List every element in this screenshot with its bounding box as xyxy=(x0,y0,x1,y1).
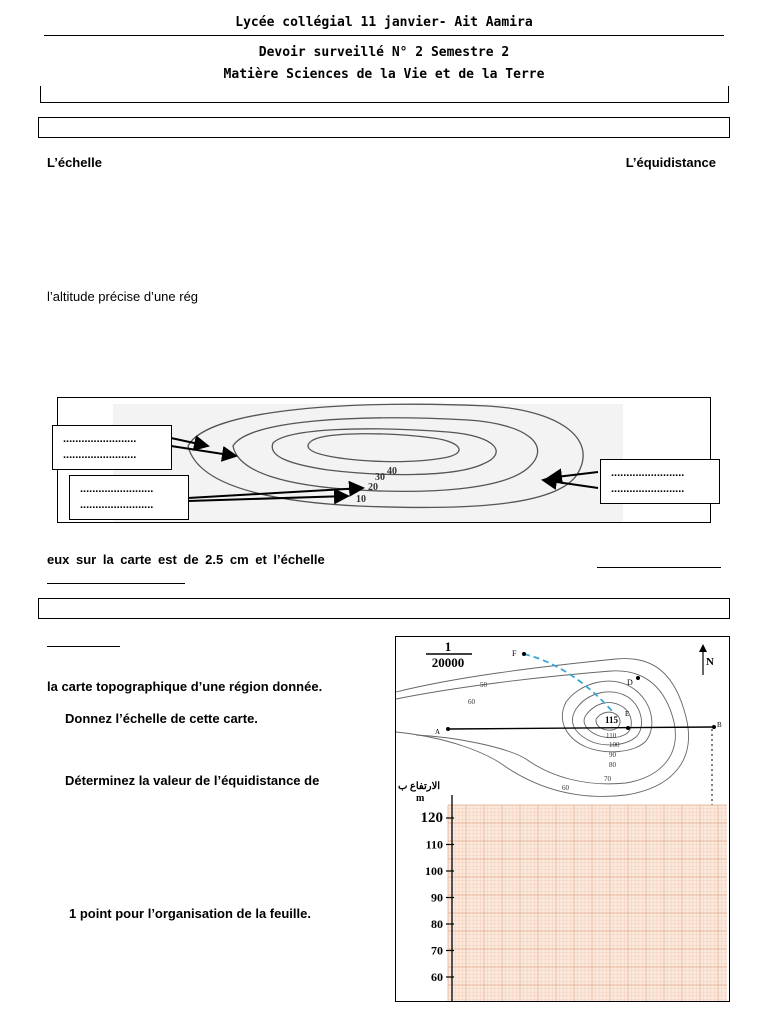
profile-unit: m xyxy=(416,793,425,804)
profile-tick-label: 60 xyxy=(431,970,443,984)
blank-label: ........................ xyxy=(611,483,685,495)
scale-term: L’échelle xyxy=(47,155,102,170)
profile-tick-label: 80 xyxy=(431,917,443,931)
section-box-2 xyxy=(38,117,730,138)
label-box-right[interactable] xyxy=(600,459,720,504)
contour-label-80: 80 xyxy=(609,761,616,769)
trail-path xyxy=(524,654,612,711)
section-box-1 xyxy=(40,86,729,103)
profile-tick-label: 100 xyxy=(425,864,443,878)
contour-label-100: 100 xyxy=(609,741,620,749)
blank-label: ........................ xyxy=(63,449,137,461)
summit-altitude: 115 xyxy=(605,715,619,725)
profile-tick-label: 110 xyxy=(425,837,443,852)
blank-label: ........................ xyxy=(80,499,154,511)
section-underline xyxy=(47,646,120,647)
contour-label-90: 90 xyxy=(609,751,616,759)
bonus-point: 1 point pour l’organisation de la feuille. xyxy=(69,906,311,921)
scale-denominator: 20000 xyxy=(431,655,465,670)
contour-figure xyxy=(57,397,711,523)
distance-text: eux sur la carte est de 2.5 cm et l’échelle xyxy=(47,552,325,567)
contour-label-60: 60 xyxy=(468,698,475,706)
altitude-text: l’altitude précise d’une rég xyxy=(47,289,199,304)
section-line-AB xyxy=(448,727,714,729)
point-E: E xyxy=(625,710,630,718)
blank-label: ........................ xyxy=(63,433,137,445)
map-drawing xyxy=(396,637,729,1001)
exercise-intro: la carte topographique d’une région donnée. xyxy=(47,679,323,694)
profile-tick-label: 120 xyxy=(420,810,443,826)
graph-paper[interactable] xyxy=(448,805,727,1001)
header-divider xyxy=(44,35,724,36)
point-B: B xyxy=(717,721,722,729)
profile-tick-label: 70 xyxy=(431,943,443,958)
contour-label-110: 110 xyxy=(606,732,617,740)
point-F: F xyxy=(512,649,517,658)
point-D: D xyxy=(627,678,633,687)
exam-title: Devoir surveillé N° 2 Semestre 2 xyxy=(258,45,510,60)
contour-label-30: 30 xyxy=(375,472,385,483)
subject-title: Matière Sciences de la Vie et de la Terre xyxy=(223,67,545,82)
scan-background xyxy=(113,404,623,522)
contour-label-20: 20 xyxy=(368,482,378,493)
contour-label-50: 50 xyxy=(480,681,487,689)
point-A: A xyxy=(435,728,441,736)
label-box-left-top[interactable] xyxy=(52,425,172,470)
equidistance-term: L’équidistance xyxy=(625,155,716,170)
answer-line-right[interactable] xyxy=(597,567,721,568)
profile-axis-title: الارتفاع ب xyxy=(398,781,441,792)
north-label: N xyxy=(706,656,714,668)
topographic-map-figure xyxy=(395,636,730,1002)
label-box-left-bottom[interactable] xyxy=(69,475,189,520)
question-1: Donnez l’échelle de cette carte. xyxy=(65,711,258,726)
scale-numerator: 1 xyxy=(444,639,452,654)
section-box-3 xyxy=(38,598,730,619)
contour-label-70: 70 xyxy=(604,775,611,783)
answer-line-left[interactable] xyxy=(47,583,185,584)
profile-tick-label: 90 xyxy=(431,890,443,905)
contour-label-40: 40 xyxy=(387,466,397,477)
blank-label: ........................ xyxy=(611,467,685,479)
blank-label: ........................ xyxy=(80,483,154,495)
school-name: Lycée collégial 11 janvier- Ait Aamira xyxy=(235,15,533,30)
contour-label-10: 10 xyxy=(356,494,366,505)
contour-label-60-low: 60 xyxy=(562,784,569,792)
question-2: Déterminez la valeur de l’équidistance de xyxy=(65,773,320,788)
